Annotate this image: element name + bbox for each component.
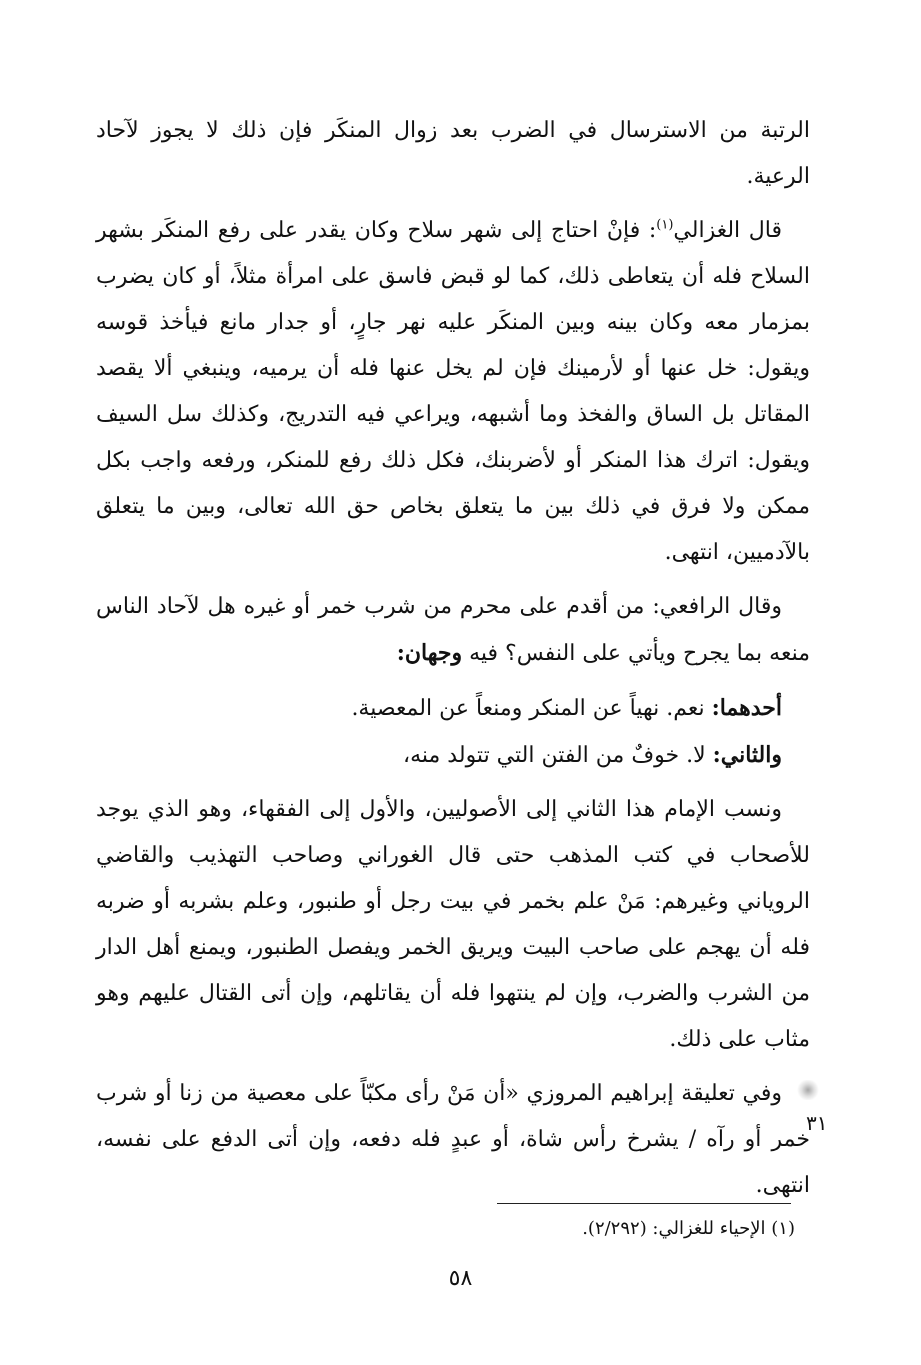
paragraph-text-start: قال الغزالي: [673, 218, 782, 243]
opinion-label: أحدهما:: [711, 695, 782, 721]
opinion-text: نعم. نهياً عن المنكر ومنعاً عن المعصية.: [351, 696, 712, 721]
paragraph-marwazi: [96, 1071, 810, 1209]
paragraph-text-rest: : فإنْ احتاج إلى شهر سلاح وكان يقدر على رفع المنكَر بشهر السلاح فله أن يتعاطى ذلك، كما لو قبض فاسق على امرأة مثلاً، أو كان يضرب بمزمار معه وكان بينه وبين المنكَر عليه نهر جارٍ، أو جدار مانع فيأخذ قوسه ويقول: خل عنها أو لأرمينك فإن لم يخل عنها فله أن يرميه، وينبغي ألا يقصد المقاتل بل الساق والفخذ وما أشبهه، ويراعي فيه التدريج، وكذلك سل السيف ويقول: اترك هذا المنكر أو لأضربنك، فكل ذلك رفع للمنكر، ورفعه واجب بكل ممكن ولا فرق في ذلك بين ما يتعلق بخاص حق الله تعالى، وبين ما يتعلق بالآدميين، انتهى.: [96, 218, 810, 565]
paragraph-1: [96, 108, 810, 200]
paragraph-text: وقال الرافعي: من أقدم على محرم من شرب خمر أو غيره هل لآحاد الناس منعه بما يجرح ويأتي على النفس؟ فيه: [96, 594, 810, 666]
manuscript-folio-number: ٣١: [806, 1111, 828, 1135]
page-number: ٥٨: [448, 1266, 473, 1291]
paragraph-text: الرتبة من الاسترسال في الضرب بعد زوال المنكَر فإن ذلك لا يجوز لآحاد الرعية.: [96, 118, 810, 189]
bold-term: وجهان:: [396, 640, 463, 666]
paragraph-text: وفي تعليقة إبراهيم المروزي «أن مَنْ رأى مكبّاً على معصية من زنا أو شرب خمر أو رآه / يشرخ رأس شاة، أو عبدٍ فله دفعه، وإن أتى الدفع على نفسه، انتهى.: [96, 1081, 810, 1198]
opinion-text: لا. خوفٌ من الفتن التي تتولد منه،: [403, 743, 713, 768]
paragraph-text: ونسب الإمام هذا الثاني إلى الأصوليين، والأول إلى الفقهاء، وهو الذي يوجد للأصحاب في كتب المذهب حتى قال الغوراني وصاحب التهذيب والقاضي الروياني وغيرهم: مَنْ علم بخمر في بيت رجل أو طنبور، وعلم بشربه أو ضربه فله أن يهجم على صاحب البيت ويريق الخمر ويفصل الطنبور، ويمنع أهل الدار من الشرب والضرب، وإن لم ينتهوا فله أن يقاتلهم، وإن أتى القتال عليهم وهو مثاب على ذلك.: [96, 797, 810, 1052]
footnote-divider: [497, 1203, 791, 1204]
paragraph-ghazali-quote: [96, 208, 810, 576]
footnote: (١) الإحياء للغزالي: (٢/٢٩٢).: [582, 1218, 795, 1239]
scan-mark: [796, 1080, 820, 1100]
first-opinion: [96, 685, 810, 732]
main-text: [96, 108, 810, 1217]
opinion-label: والثاني:: [712, 742, 782, 768]
paragraph-imam: [96, 787, 810, 1063]
second-opinion: [96, 732, 810, 779]
footnote-marker: (١): [656, 217, 674, 233]
paragraph-rafii-quote: [96, 584, 810, 677]
